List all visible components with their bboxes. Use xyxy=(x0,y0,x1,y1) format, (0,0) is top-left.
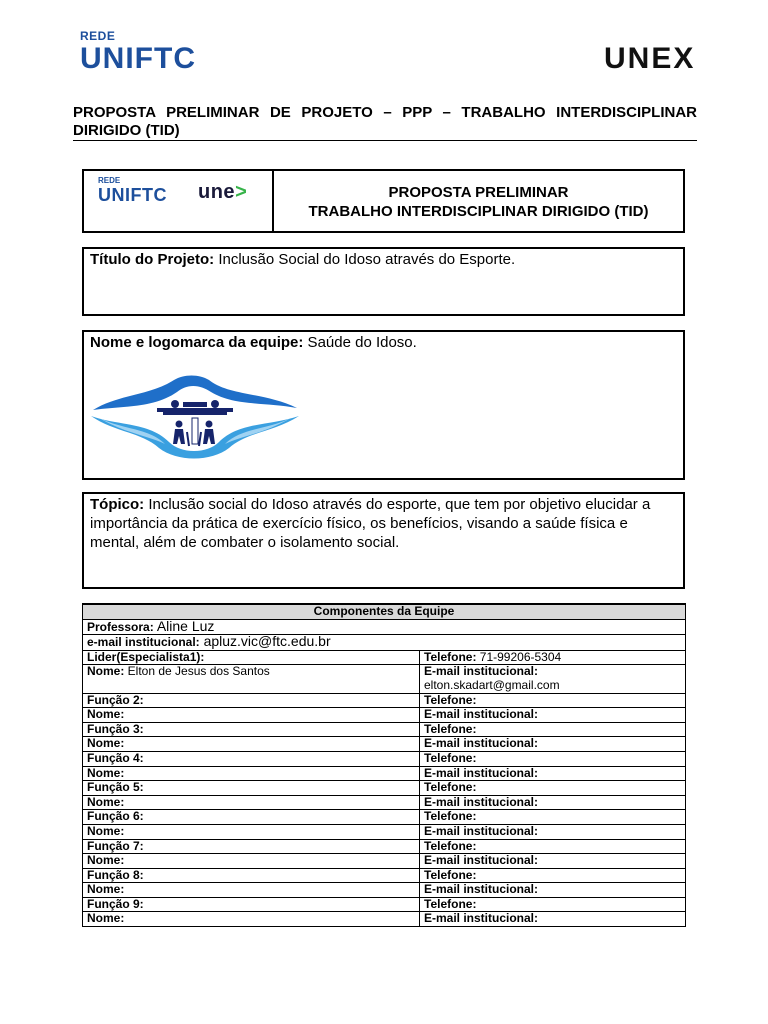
leader-name-label: Nome: xyxy=(87,664,125,679)
topic-value: Inclusão social do Idoso através do esporte, que tem por objetivo elucidar a importância da prática de exercício físico, os benefícios, visando a saúde física e mental, além de combater o isolamento social. xyxy=(90,496,651,551)
function-name-label: Nome: xyxy=(87,911,125,926)
function-name-cell xyxy=(83,883,420,898)
function-role-cell xyxy=(83,839,420,854)
function-email-label: E-mail institucional: xyxy=(424,765,539,780)
function-name-cell xyxy=(83,912,420,927)
function-email-cell xyxy=(420,912,686,927)
team-logo-image xyxy=(89,374,301,456)
function-role-cell xyxy=(83,751,420,766)
leader-email-cell xyxy=(420,665,686,693)
topic-label: Tópico: xyxy=(90,496,145,513)
function-role-cell xyxy=(83,781,420,796)
function-name-label: Nome: xyxy=(87,823,125,838)
logo-uniftc-text: UNIFTC xyxy=(80,42,196,75)
professor-row xyxy=(83,619,686,635)
leader-email-value: elton.skadart@gmail.com xyxy=(424,677,560,692)
topic-box xyxy=(82,492,685,589)
function-phone-cell xyxy=(420,781,686,796)
mini-unex-text: une xyxy=(198,181,236,203)
function-email-label: E-mail institucional: xyxy=(424,882,539,897)
function-email-cell xyxy=(420,824,686,839)
function-role-label: Função 5: xyxy=(87,780,144,795)
function-name-row xyxy=(83,824,686,839)
function-role-label: Função 6: xyxy=(87,809,144,824)
function-name-label: Nome: xyxy=(87,765,125,780)
table-header: Componentes da Equipe xyxy=(83,604,686,619)
leader-phone-value: 71-99206-5304 xyxy=(476,649,562,664)
function-phone-label: Telefone: xyxy=(424,867,477,882)
function-email-cell xyxy=(420,795,686,810)
project-title-box xyxy=(82,247,685,316)
function-role-label: Função 8: xyxy=(87,867,144,882)
leader-role-label: Lider(Especialista1): xyxy=(87,649,205,664)
function-name-cell xyxy=(83,766,420,781)
function-role-cell xyxy=(83,722,420,737)
team-name-box xyxy=(82,330,685,480)
function-phone-label: Telefone: xyxy=(424,692,477,707)
function-email-cell xyxy=(420,708,686,723)
function-name-cell xyxy=(83,737,420,752)
function-row xyxy=(83,839,686,854)
title-divider xyxy=(73,140,697,141)
function-name-label: Nome: xyxy=(87,853,125,868)
proposal-heading-line1: PROPOSTA PRELIMINAR xyxy=(388,184,569,201)
logo-unex-text: UNEX xyxy=(604,42,696,75)
professor-value: Aline Luz xyxy=(153,617,215,634)
function-name-label: Nome: xyxy=(87,882,125,897)
leader-email-label: E-mail institucional: xyxy=(424,664,539,679)
professor-email-value: apluz.vic@ftc.edu.br xyxy=(199,633,331,650)
function-name-label: Nome: xyxy=(87,794,125,809)
logo-rede-text: REDE xyxy=(80,29,116,43)
team-name-label: Nome e logomarca da equipe: xyxy=(90,334,304,351)
function-role-label: Função 2: xyxy=(87,692,144,707)
function-name-row xyxy=(83,854,686,869)
project-title-value: Inclusão Social do Idoso através do Esporte. xyxy=(214,251,516,268)
professor-cell xyxy=(83,619,686,635)
function-role-cell xyxy=(83,810,420,825)
function-email-cell xyxy=(420,883,686,898)
function-phone-cell xyxy=(420,722,686,737)
function-email-cell xyxy=(420,854,686,869)
function-phone-cell xyxy=(420,868,686,883)
leader-name-value: Elton de Jesus dos Santos xyxy=(124,664,270,679)
function-name-cell xyxy=(83,708,420,723)
function-phone-label: Telefone: xyxy=(424,750,477,765)
function-name-label: Nome: xyxy=(87,736,125,751)
function-row xyxy=(83,810,686,825)
professor-email-cell xyxy=(83,635,686,651)
function-email-label: E-mail institucional: xyxy=(424,736,539,751)
function-role-label: Função 7: xyxy=(87,838,144,853)
professor-email-label: e-mail institucional: xyxy=(87,635,200,650)
leader-phone-label: Telefone: xyxy=(424,649,477,664)
function-row xyxy=(83,751,686,766)
function-name-row xyxy=(83,708,686,723)
function-email-label: E-mail institucional: xyxy=(424,853,539,868)
function-role-cell xyxy=(83,868,420,883)
function-name-label: Nome: xyxy=(87,707,125,722)
function-email-label: E-mail institucional: xyxy=(424,794,539,809)
function-role-label: Função 4: xyxy=(87,750,144,765)
function-row xyxy=(83,722,686,737)
function-phone-label: Telefone: xyxy=(424,809,477,824)
team-name-value: Saúde do Idoso. xyxy=(303,334,417,351)
mini-unex-accent: > xyxy=(235,181,248,203)
topic-field xyxy=(90,495,675,552)
team-components-table xyxy=(82,603,686,927)
proposal-header-box xyxy=(82,169,685,233)
professor-email-row xyxy=(83,635,686,651)
team-name-field xyxy=(90,333,675,352)
function-email-label: E-mail institucional: xyxy=(424,707,539,722)
document-title: PROPOSTA PRELIMINAR DE PROJETO – PPP – TRABALHO INTERDISCIPLINAR DIRIGIDO (TID) xyxy=(73,104,697,139)
leader-phone-cell xyxy=(420,650,686,665)
function-phone-label: Telefone: xyxy=(424,780,477,795)
proposal-heading xyxy=(274,183,683,221)
function-phone-cell xyxy=(420,897,686,912)
project-title-field xyxy=(90,250,675,269)
leader-name-cell xyxy=(83,665,420,693)
function-phone-cell xyxy=(420,693,686,708)
function-name-row xyxy=(83,737,686,752)
function-name-row xyxy=(83,883,686,898)
project-title-label: Título do Projeto: xyxy=(90,251,215,268)
function-email-cell xyxy=(420,737,686,752)
leader-role-cell xyxy=(83,650,420,665)
function-role-label: Função 9: xyxy=(87,896,144,911)
function-email-label: E-mail institucional: xyxy=(424,823,539,838)
function-row xyxy=(83,693,686,708)
function-row xyxy=(83,868,686,883)
leader-row xyxy=(83,650,686,665)
function-phone-label: Telefone: xyxy=(424,721,477,736)
mini-logo-uniftc-text: UNIFTC xyxy=(98,185,167,205)
function-phone-cell xyxy=(420,810,686,825)
unex-logo xyxy=(604,42,700,75)
mini-unex-logo xyxy=(198,181,247,204)
function-name-cell xyxy=(83,824,420,839)
professor-label: Professora: xyxy=(87,619,154,634)
function-email-cell xyxy=(420,766,686,781)
mini-rede-uniftc-logo xyxy=(98,176,188,205)
rede-uniftc-logo xyxy=(80,29,230,75)
function-name-row xyxy=(83,766,686,781)
function-name-cell xyxy=(83,854,420,869)
function-email-label: E-mail institucional: xyxy=(424,911,539,926)
leader-name-row xyxy=(83,665,686,693)
function-row xyxy=(83,897,686,912)
function-name-row xyxy=(83,912,686,927)
function-phone-label: Telefone: xyxy=(424,896,477,911)
function-phone-cell xyxy=(420,751,686,766)
mini-logo-rede-text: REDE xyxy=(98,176,121,185)
function-role-cell xyxy=(83,897,420,912)
proposal-heading-line2: TRABALHO INTERDISCIPLINAR DIRIGIDO (TID) xyxy=(308,203,649,220)
function-role-cell xyxy=(83,693,420,708)
function-name-row xyxy=(83,795,686,810)
function-name-cell xyxy=(83,795,420,810)
function-row xyxy=(83,781,686,796)
function-role-label: Função 3: xyxy=(87,721,144,736)
function-phone-cell xyxy=(420,839,686,854)
function-phone-label: Telefone: xyxy=(424,838,477,853)
